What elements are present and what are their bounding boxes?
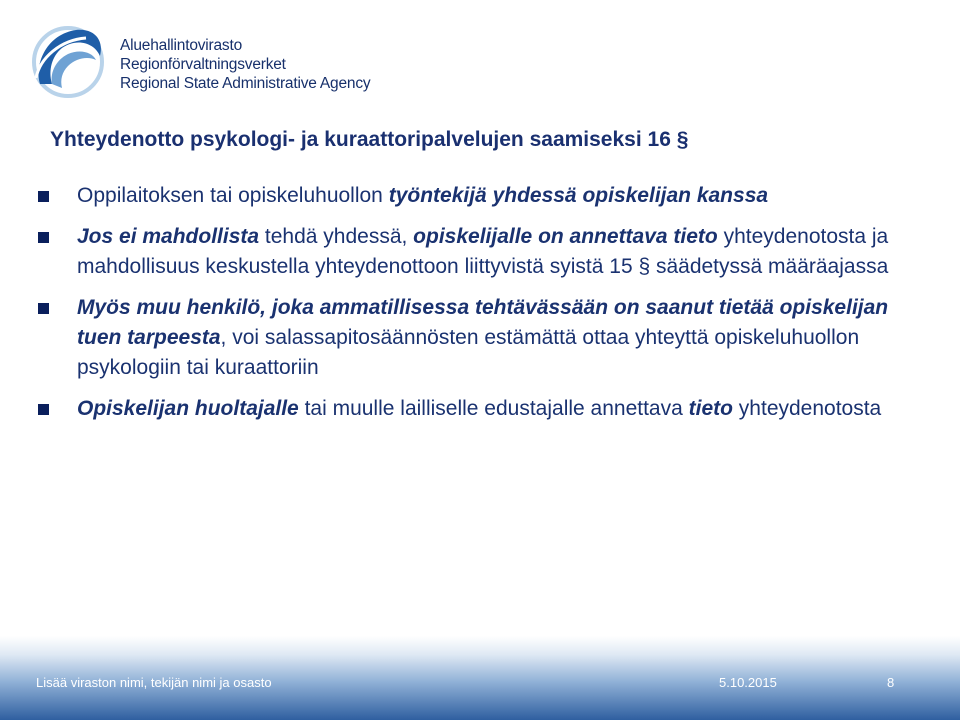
footer-organization-text: Lisää viraston nimi, tekijän nimi ja osasto (36, 675, 272, 690)
bullet-item (38, 181, 928, 211)
footer-date: 5.10.2015 (719, 675, 777, 690)
slide-title: Yhteydenotto psykologi- ja kuraattoripalvelujen saamiseksi 16 § (50, 128, 689, 151)
emphasized-text: työntekijä yhdessä opiskelijan kanssa (388, 184, 769, 207)
agency-name-english: Regional State Administrative Agency (120, 75, 371, 92)
slide-number: 8 (887, 675, 895, 690)
bullet-text: tai muulle lailliselle edustajalle annettava (298, 397, 689, 420)
bullet-text: , voi salassapitosäännösten estämättä ottaa yhteyttä opiskeluhuollon psykologiin tai kuraattoriin (77, 326, 860, 379)
bullet-text: tehdä yhdessä, (259, 225, 414, 248)
bullet-text: yhteydenotosta (732, 397, 882, 420)
bullet-list (38, 181, 928, 435)
bullet-item (38, 293, 928, 383)
emphasized-text: Jos ei mahdollista (77, 225, 260, 248)
emphasized-text: Opiskelijan huoltajalle (77, 397, 299, 420)
emphasized-text: opiskelijalle on annettava tieto (413, 225, 718, 248)
bullet-item (38, 394, 928, 424)
bullet-text: yhteydenotosta ja mahdollisuus keskustella yhteydenottoon liittyvistä syistä 15 § säädetyssä määräajassa (77, 225, 889, 278)
agency-logo-mark (30, 22, 108, 100)
bullet-item (38, 222, 928, 282)
agency-name-finnish: Aluehallintovirasto (120, 37, 242, 54)
bullet-text: Oppilaitoksen tai opiskeluhuollon (77, 184, 389, 207)
agency-name-swedish: Regionförvaltningsverket (120, 56, 286, 73)
emphasized-text: tieto (688, 397, 733, 420)
agency-name (120, 36, 370, 93)
agency-logo (30, 22, 390, 102)
emphasized-text: Myös muu henkilö, joka ammatillisessa tehtävässään on saanut tietää opiskelijan tuen tarpeesta (77, 296, 889, 349)
